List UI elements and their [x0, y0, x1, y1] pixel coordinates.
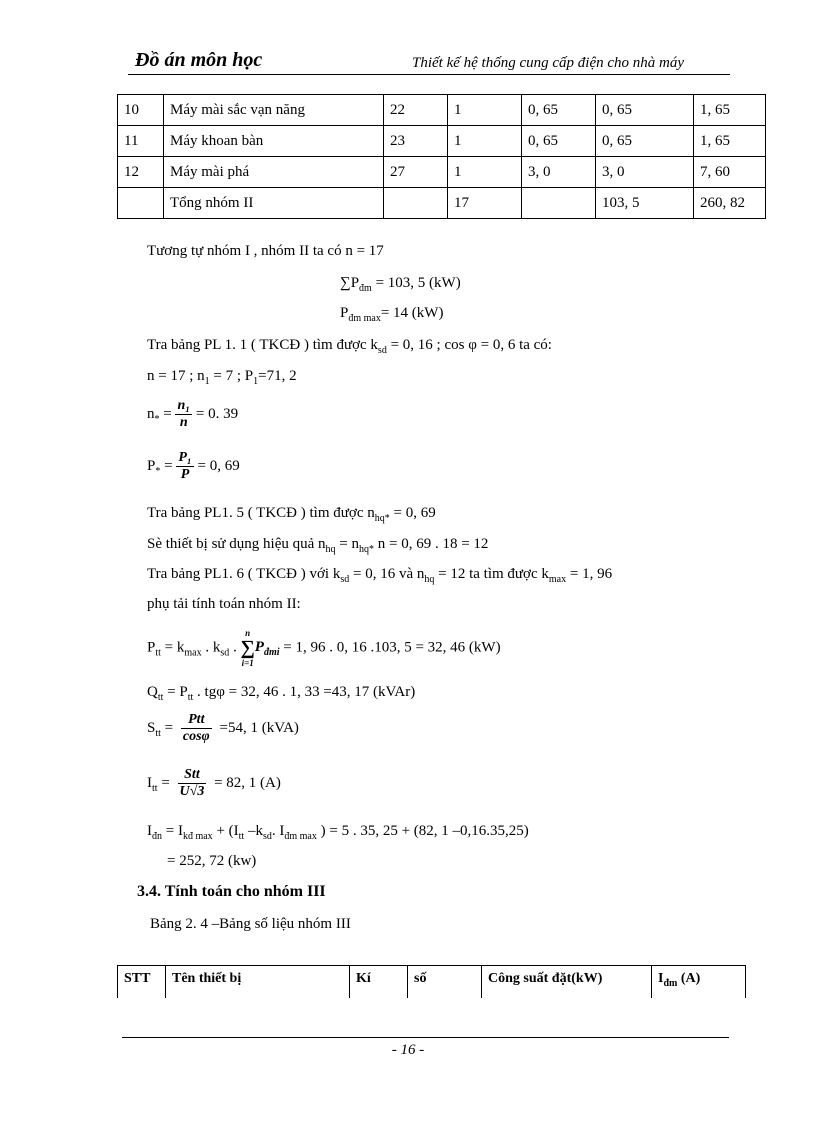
- table-header-cell: Công suất đặt(kW): [482, 966, 652, 998]
- text-span: n: [147, 405, 155, 422]
- text-span: n = 17 ; n: [147, 368, 205, 384]
- subscript: 1: [204, 376, 210, 387]
- text-span: = 12 ta tìm được k: [434, 566, 549, 582]
- numerator: Ptt: [181, 712, 212, 729]
- numerator: P₁: [178, 450, 192, 465]
- subscript: hq*: [374, 513, 390, 524]
- table-cell: 103, 5: [596, 188, 694, 219]
- text-span: = 0, 16 ; cos φ = 0, 6 ta có:: [386, 337, 552, 353]
- text-span: Bảng 2. 4 –Bảng số liệu nhóm III: [150, 916, 351, 932]
- table-cell: 12: [118, 157, 164, 188]
- table-cell: 10: [118, 95, 164, 126]
- text-span: = 0, 69: [193, 457, 240, 474]
- text-span: Tra bảng PL1. 5 ( TKCĐ ) tìm được n: [147, 505, 375, 521]
- sum-lower-limit: i=1: [241, 658, 254, 668]
- denominator: cosφ: [182, 729, 210, 744]
- table-cell: 27: [384, 157, 448, 188]
- table-caption: [150, 916, 351, 933]
- fraction: [175, 398, 192, 431]
- page-number: - 16 -: [391, 1042, 425, 1058]
- table-header-row: [118, 966, 746, 998]
- subscript: hq*: [359, 544, 374, 555]
- subscript: *: [155, 465, 161, 477]
- text-span: Tra bảng PL 1. 1 ( TKCĐ ) tìm được k: [147, 337, 378, 353]
- subscript: tt: [155, 727, 161, 739]
- subscript: tt: [187, 692, 194, 703]
- subscript: đm: [359, 283, 372, 294]
- subscript: đmi: [263, 647, 280, 659]
- text-span: Sè thiết bị sử dụng hiệu quả n: [147, 536, 326, 552]
- text-span: Q: [147, 684, 158, 700]
- text-span: = 82, 1 (A): [210, 774, 281, 791]
- text-span: = 7 ; P: [209, 368, 254, 384]
- subscript: hq: [325, 544, 336, 555]
- table-cell: 17: [448, 188, 522, 219]
- text-span: I: [147, 774, 152, 791]
- table-header-cell: Kí: [350, 966, 408, 998]
- text-line: [147, 337, 552, 356]
- table-row: [118, 95, 766, 126]
- text-span: = 1, 96 . 0, 16 .103, 5 = 32, 46 (kW): [279, 639, 501, 656]
- section-heading: 3.4. Tính toán cho nhóm III: [137, 883, 326, 900]
- text-span: –k: [244, 823, 263, 839]
- text-span: Tra bảng PL1. 6 ( TKCĐ ) với k: [147, 566, 341, 582]
- header-divider: [128, 74, 730, 75]
- table-cell: 22: [384, 95, 448, 126]
- text-span: = 252, 72 (kw): [167, 853, 257, 869]
- table-header-cell: [652, 966, 746, 998]
- text-span: = 1, 96: [566, 566, 613, 582]
- text-span: = 0, 69: [389, 505, 436, 521]
- subscript: kđ max: [182, 831, 213, 842]
- text-span: phụ tải tính toán nhóm II:: [147, 596, 301, 612]
- table-cell: [522, 188, 596, 219]
- table-cell: 0, 65: [522, 95, 596, 126]
- table-row: [118, 126, 766, 157]
- text-span: Tương tự nhóm I , nhóm II ta có n = 17: [147, 243, 384, 259]
- text-line: [147, 596, 301, 613]
- text-span: = P: [163, 684, 188, 700]
- formula-p-max: [340, 305, 443, 324]
- formula-n-star: [147, 398, 238, 431]
- text-span: n = 0, 69 . 18 = 12: [374, 536, 489, 552]
- table-cell: 1: [448, 157, 522, 188]
- table-total-row: [118, 188, 766, 219]
- table-cell: 0, 65: [596, 126, 694, 157]
- text-span: =: [159, 405, 176, 422]
- table-header-cell: Tên thiết bị: [166, 966, 350, 998]
- formula-ptt: [147, 628, 501, 668]
- text-line: [147, 368, 297, 387]
- text-span: S: [147, 719, 156, 736]
- header-subtitle: Thiết kế hệ thống cung cấp điện cho nhà máy: [412, 55, 685, 71]
- text-line: [167, 853, 256, 870]
- subscript: max: [184, 647, 202, 659]
- text-span: P: [147, 639, 156, 656]
- table-cell: Máy mài phá: [164, 157, 384, 188]
- text-span: P: [254, 639, 264, 656]
- denominator: n: [179, 415, 188, 430]
- text-span: = 0. 39: [192, 405, 239, 422]
- subscript: sd: [262, 831, 272, 842]
- formula-qtt: [147, 684, 415, 703]
- text-span: . I: [271, 823, 285, 839]
- table-cell: 1: [448, 95, 522, 126]
- table-cell: 0, 65: [596, 95, 694, 126]
- text-span: (A): [677, 971, 701, 986]
- denominator: U√3: [179, 784, 205, 799]
- subscript: sd: [340, 574, 350, 585]
- header-title: Đồ án môn học: [135, 49, 263, 71]
- text-span: . tgφ = 32, 46 . 1, 33 =43, 17 (kVAr): [193, 684, 416, 700]
- text-span: + (I: [212, 823, 239, 839]
- equipment-table-group-2: [117, 94, 766, 219]
- subscript: đm max: [348, 313, 381, 324]
- sum-upper-limit: n: [245, 628, 251, 638]
- footer-divider: [122, 1037, 729, 1038]
- table-cell: 23: [384, 126, 448, 157]
- subscript: đm max: [284, 831, 317, 842]
- table-header-cell: STT: [118, 966, 166, 998]
- text-span: I: [147, 823, 152, 839]
- table-cell: 0, 65: [522, 126, 596, 157]
- text-span: ∑P: [340, 275, 360, 291]
- text-span: =: [160, 457, 177, 474]
- table-cell: 260, 82: [694, 188, 766, 219]
- subscript: *: [154, 413, 160, 425]
- subscript: tt: [238, 831, 245, 842]
- text-span: = I: [162, 823, 183, 839]
- subscript: hq: [424, 574, 435, 585]
- numerator: Stt: [178, 767, 207, 784]
- text-span: P: [340, 305, 349, 321]
- denominator: P: [180, 467, 190, 482]
- text-span: . k: [201, 639, 221, 656]
- sum-symbol: ∑: [240, 637, 255, 659]
- formula-idn: [147, 823, 529, 842]
- table-cell: 7, 60: [694, 157, 766, 188]
- subscript: 1: [253, 376, 259, 387]
- table-cell: [384, 188, 448, 219]
- table-cell: 1: [448, 126, 522, 157]
- text-span: = n: [335, 536, 359, 552]
- table-cell: 1, 65: [694, 126, 766, 157]
- formula-p-star: [147, 450, 240, 483]
- fraction: [181, 712, 212, 745]
- text-span: = 103, 5 (kW): [371, 275, 461, 291]
- equipment-table-group-3: [117, 965, 746, 998]
- text-span: ) = 5 . 35, 25 + (82, 1 –0,16.35,25): [316, 823, 529, 839]
- table-cell: [118, 188, 164, 219]
- table-cell: Tổng nhóm II: [164, 188, 384, 219]
- subscript: tt: [157, 692, 164, 703]
- text-span: = k: [160, 639, 185, 656]
- text-span: = 14 (kW): [380, 305, 444, 321]
- subscript: max: [548, 574, 567, 585]
- formula-stt: [147, 712, 299, 745]
- fraction: [178, 767, 207, 800]
- table-cell: 11: [118, 126, 164, 157]
- text-span: I: [658, 971, 664, 986]
- text-span: =71, 2: [258, 368, 297, 384]
- table-row: [118, 157, 766, 188]
- subscript: sd: [377, 345, 387, 356]
- text-span: =54, 1 (kVA): [215, 719, 299, 736]
- subscript: đn: [152, 831, 162, 842]
- text-line: [147, 505, 436, 524]
- subscript: sd: [220, 647, 230, 659]
- table-cell: 3, 0: [522, 157, 596, 188]
- text-span: =: [160, 719, 177, 736]
- text-span: .: [229, 639, 241, 656]
- formula-sum-p: [340, 275, 461, 294]
- table-header-cell: số: [408, 966, 482, 998]
- text-line: [147, 243, 384, 260]
- subscript: tt: [152, 782, 158, 794]
- subscript: đm: [663, 977, 678, 989]
- table-cell: Máy mài sắc vạn năng: [164, 95, 384, 126]
- table-cell: 1, 65: [694, 95, 766, 126]
- summation: [241, 628, 255, 668]
- text-line: [147, 536, 488, 555]
- text-span: P: [147, 457, 156, 474]
- table-cell: Máy khoan bàn: [164, 126, 384, 157]
- text-line: [147, 566, 612, 585]
- formula-itt: [147, 767, 281, 800]
- numerator: n₁: [177, 398, 191, 413]
- subscript: tt: [155, 647, 161, 659]
- text-span: = 0, 16 và n: [349, 566, 425, 582]
- text-span: =: [157, 774, 174, 791]
- fraction: [176, 450, 193, 483]
- table-cell: 3, 0: [596, 157, 694, 188]
